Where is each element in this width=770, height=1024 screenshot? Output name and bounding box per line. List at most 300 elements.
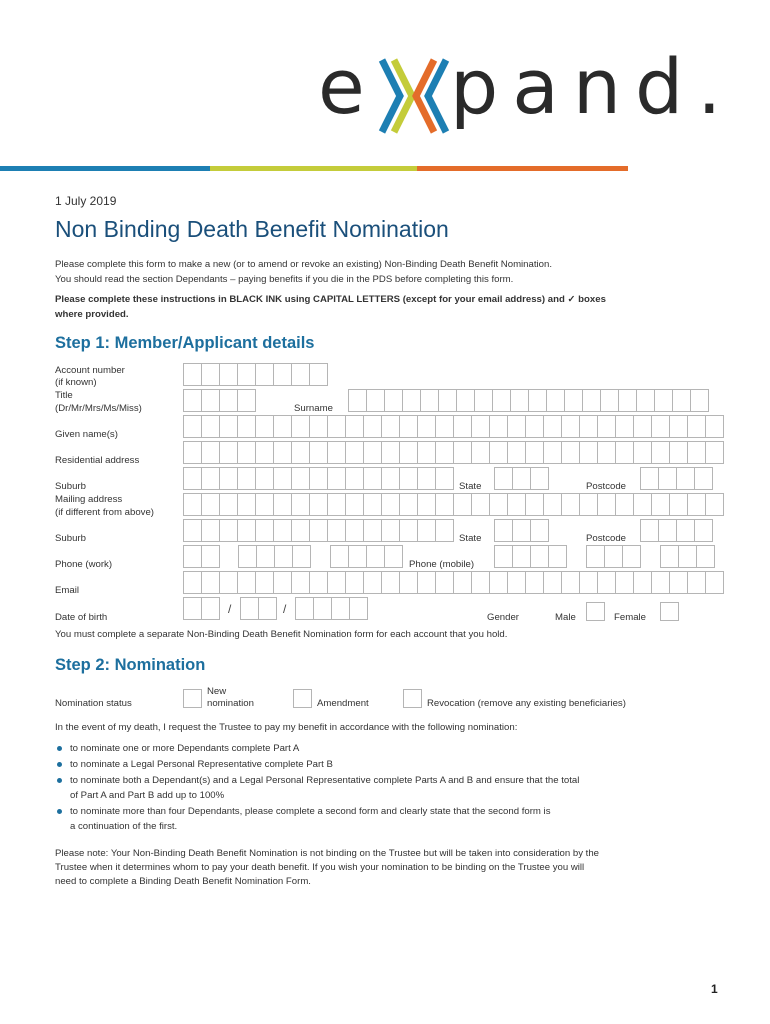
char-box[interactable] <box>548 545 567 568</box>
char-box[interactable] <box>399 415 417 438</box>
char-box[interactable] <box>474 389 492 412</box>
separate-form-note: You must complete a separate Non-Binding Death Benefit Nomination form for each account that you hold. <box>55 629 508 640</box>
list-item: to nominate more than four Dependants, please complete a second form and clearly state that the second form is a continuation of the first. <box>55 804 705 834</box>
char-box[interactable] <box>615 493 633 516</box>
title-input[interactable] <box>183 389 256 412</box>
char-box[interactable] <box>273 441 291 464</box>
revocation-label: Revocation (remove any existing beneficiaries) <box>427 698 626 709</box>
char-box[interactable] <box>435 415 453 438</box>
char-box[interactable] <box>597 415 615 438</box>
char-box[interactable] <box>579 571 597 594</box>
char-box[interactable] <box>183 389 201 412</box>
char-box[interactable] <box>510 389 528 412</box>
char-box[interactable] <box>345 441 363 464</box>
stripe-green <box>210 166 417 171</box>
char-box[interactable] <box>399 519 417 542</box>
char-box[interactable] <box>694 519 713 542</box>
char-box[interactable] <box>640 467 658 490</box>
char-box[interactable] <box>291 571 309 594</box>
char-box[interactable] <box>525 571 543 594</box>
char-box[interactable] <box>219 363 237 386</box>
char-box[interactable] <box>528 389 546 412</box>
char-box[interactable] <box>237 519 255 542</box>
char-box[interactable] <box>219 441 237 464</box>
char-box[interactable] <box>291 467 309 490</box>
char-box[interactable] <box>201 467 219 490</box>
char-box[interactable] <box>258 597 277 620</box>
char-box[interactable] <box>183 571 201 594</box>
char-box[interactable] <box>183 493 201 516</box>
char-box[interactable] <box>309 363 328 386</box>
char-box[interactable] <box>494 545 512 568</box>
char-box[interactable] <box>273 519 291 542</box>
char-box[interactable] <box>420 389 438 412</box>
char-box[interactable] <box>366 545 384 568</box>
char-box[interactable] <box>525 441 543 464</box>
char-box[interactable] <box>669 415 687 438</box>
mailing-postcode-input[interactable] <box>640 519 713 542</box>
char-box[interactable] <box>530 519 549 542</box>
char-box[interactable] <box>273 493 291 516</box>
char-box[interactable] <box>651 415 669 438</box>
char-box[interactable] <box>201 441 219 464</box>
account-number-label: Account number <box>55 365 125 376</box>
char-box[interactable] <box>327 519 345 542</box>
gender-label: Gender <box>487 612 519 623</box>
char-box[interactable] <box>690 389 709 412</box>
char-box[interactable] <box>183 545 201 568</box>
char-box[interactable] <box>183 441 201 464</box>
char-box[interactable] <box>381 571 399 594</box>
char-box[interactable] <box>330 545 348 568</box>
phone-mobile-input-2[interactable] <box>586 545 641 568</box>
please-note-line-2: Trustee when it determines whom to pay your death benefit. If you wish your nomination to be binding on the Trustee you will <box>55 862 585 873</box>
char-box[interactable] <box>327 467 345 490</box>
char-box[interactable] <box>494 519 512 542</box>
char-box[interactable] <box>331 597 349 620</box>
mailing-address-input[interactable] <box>183 493 724 516</box>
char-box[interactable] <box>381 467 399 490</box>
char-box[interactable] <box>530 545 548 568</box>
char-box[interactable] <box>676 519 694 542</box>
char-box[interactable] <box>345 467 363 490</box>
char-box[interactable] <box>494 467 512 490</box>
phone-mobile-input-1[interactable] <box>494 545 567 568</box>
char-box[interactable] <box>654 389 672 412</box>
char-box[interactable] <box>363 441 381 464</box>
char-box[interactable] <box>435 441 453 464</box>
char-box[interactable] <box>237 467 255 490</box>
char-box[interactable] <box>201 389 219 412</box>
logo-letter-e: e <box>318 42 379 131</box>
char-box[interactable] <box>633 493 651 516</box>
char-box[interactable] <box>183 467 201 490</box>
char-box[interactable] <box>201 363 219 386</box>
char-box[interactable] <box>561 441 579 464</box>
phone-work-number2-input[interactable] <box>330 545 403 568</box>
char-box[interactable] <box>561 493 579 516</box>
char-box[interactable] <box>327 493 345 516</box>
char-box[interactable] <box>255 363 273 386</box>
instruction-line-1: Please complete these instructions in BLACK INK using CAPITAL LETTERS (except for your email address) and ✓ boxes <box>55 294 606 305</box>
char-box[interactable] <box>384 545 403 568</box>
char-box[interactable] <box>295 597 313 620</box>
char-box[interactable] <box>201 571 219 594</box>
char-box[interactable] <box>705 493 724 516</box>
char-box[interactable] <box>291 519 309 542</box>
surname-label: Surname <box>294 403 333 414</box>
logo-wordmark: pand. <box>450 42 736 131</box>
account-number-sublabel: (if known) <box>55 377 97 388</box>
mailing-suburb-label: Suburb <box>55 533 86 544</box>
postcode-input[interactable] <box>640 467 713 490</box>
char-box[interactable] <box>402 389 420 412</box>
char-box[interactable] <box>237 571 255 594</box>
char-box[interactable] <box>237 389 256 412</box>
char-box[interactable] <box>381 441 399 464</box>
new-nomination-sublabel: nomination <box>207 698 254 709</box>
nomination-options-list <box>55 741 705 835</box>
female-label: Female <box>614 612 646 623</box>
page-title: Non Binding Death Benefit Nomination <box>55 216 449 242</box>
char-box[interactable] <box>273 363 291 386</box>
char-box[interactable] <box>219 571 237 594</box>
phone-work-number-input[interactable] <box>238 545 311 568</box>
char-box[interactable] <box>676 467 694 490</box>
char-box[interactable] <box>435 571 453 594</box>
mailing-address-sublabel: (if different from above) <box>55 507 155 518</box>
char-box[interactable] <box>256 545 274 568</box>
revocation-checkbox[interactable] <box>403 689 422 708</box>
dob-label: Date of birth <box>55 612 108 623</box>
char-box[interactable] <box>201 597 220 620</box>
nomination-status-label: Nomination status <box>55 698 132 709</box>
char-box[interactable] <box>255 415 273 438</box>
char-box[interactable] <box>273 571 291 594</box>
char-box[interactable] <box>600 389 618 412</box>
state-input[interactable] <box>494 467 549 490</box>
char-box[interactable] <box>471 493 489 516</box>
suburb-input[interactable] <box>183 467 454 490</box>
char-box[interactable] <box>274 545 292 568</box>
char-box[interactable] <box>255 441 273 464</box>
char-box[interactable] <box>363 493 381 516</box>
mailing-state-input[interactable] <box>494 519 549 542</box>
char-box[interactable] <box>543 415 561 438</box>
surname-input[interactable] <box>348 389 709 412</box>
char-box[interactable] <box>384 389 402 412</box>
char-box[interactable] <box>705 415 724 438</box>
phone-work-label: Phone (work) <box>55 559 113 570</box>
char-box[interactable] <box>512 545 530 568</box>
state-label: State <box>459 481 482 492</box>
char-box[interactable] <box>633 441 651 464</box>
char-box[interactable] <box>435 493 453 516</box>
stripe-orange <box>417 166 628 171</box>
char-box[interactable] <box>615 571 633 594</box>
char-box[interactable] <box>381 519 399 542</box>
mailing-state-label: State <box>459 533 482 544</box>
char-box[interactable] <box>255 467 273 490</box>
char-box[interactable] <box>201 545 220 568</box>
char-box[interactable] <box>399 467 417 490</box>
char-box[interactable] <box>507 493 525 516</box>
please-note-line-3: need to complete a Binding Death Benefit Nomination Form. <box>55 876 311 887</box>
char-box[interactable] <box>489 493 507 516</box>
char-box[interactable] <box>399 441 417 464</box>
char-box[interactable] <box>705 571 724 594</box>
char-box[interactable] <box>672 389 690 412</box>
char-box[interactable] <box>363 519 381 542</box>
char-box[interactable] <box>471 415 489 438</box>
dob-slash-1: / <box>228 602 232 616</box>
char-box[interactable] <box>291 493 309 516</box>
char-box[interactable] <box>237 363 255 386</box>
char-box[interactable] <box>453 441 471 464</box>
char-box[interactable] <box>651 571 669 594</box>
intro-line-1: Please complete this form to make a new (or to amend or revoke an existing) Non-Binding Death Benefit Nomination. <box>55 259 552 270</box>
dob-month-input[interactable] <box>240 597 277 620</box>
char-box[interactable] <box>219 493 237 516</box>
char-box[interactable] <box>678 545 696 568</box>
char-box[interactable] <box>327 571 345 594</box>
char-box[interactable] <box>687 415 705 438</box>
char-box[interactable] <box>240 597 258 620</box>
char-box[interactable] <box>219 389 237 412</box>
char-box[interactable] <box>525 493 543 516</box>
char-box[interactable] <box>417 441 435 464</box>
char-box[interactable] <box>309 493 327 516</box>
title-sublabel: (Dr/Mr/Mrs/Ms/Miss) <box>55 403 142 414</box>
char-box[interactable] <box>669 493 687 516</box>
char-box[interactable] <box>237 493 255 516</box>
char-box[interactable] <box>633 415 651 438</box>
step1-heading: Step 1: Member/Applicant details <box>55 334 315 352</box>
char-box[interactable] <box>345 519 363 542</box>
char-box[interactable] <box>597 571 615 594</box>
char-box[interactable] <box>292 545 311 568</box>
mailing-address-label: Mailing address <box>55 494 123 505</box>
new-nomination-label: New <box>207 686 227 697</box>
form-date: 1 July 2019 <box>55 194 117 208</box>
char-box[interactable] <box>363 571 381 594</box>
email-label: Email <box>55 585 79 596</box>
male-checkbox[interactable] <box>586 602 605 621</box>
char-box[interactable] <box>399 571 417 594</box>
char-box[interactable] <box>201 493 219 516</box>
char-box[interactable] <box>471 571 489 594</box>
char-box[interactable] <box>237 415 255 438</box>
email-input[interactable] <box>183 571 724 594</box>
new-nomination-checkbox[interactable] <box>183 689 202 708</box>
char-box[interactable] <box>579 441 597 464</box>
char-box[interactable] <box>349 597 368 620</box>
char-box[interactable] <box>651 493 669 516</box>
char-box[interactable] <box>640 519 658 542</box>
char-box[interactable] <box>219 467 237 490</box>
char-box[interactable] <box>489 441 507 464</box>
residential-address-input[interactable] <box>183 441 724 464</box>
char-box[interactable] <box>435 467 454 490</box>
page-number: 1 <box>711 982 718 996</box>
char-box[interactable] <box>694 467 713 490</box>
char-box[interactable] <box>543 571 561 594</box>
char-box[interactable] <box>381 493 399 516</box>
char-box[interactable] <box>183 363 201 386</box>
char-box[interactable] <box>453 415 471 438</box>
char-box[interactable] <box>579 415 597 438</box>
char-box[interactable] <box>345 571 363 594</box>
char-box[interactable] <box>696 545 715 568</box>
dob-year-input[interactable] <box>295 597 368 620</box>
char-box[interactable] <box>417 415 435 438</box>
char-box[interactable] <box>183 597 201 620</box>
char-box[interactable] <box>561 415 579 438</box>
char-box[interactable] <box>507 571 525 594</box>
char-box[interactable] <box>507 441 525 464</box>
char-box[interactable] <box>363 467 381 490</box>
list-item: to nominate a Legal Personal Representative complete Part B <box>55 757 705 772</box>
char-box[interactable] <box>582 389 600 412</box>
char-box[interactable] <box>687 571 705 594</box>
char-box[interactable] <box>417 571 435 594</box>
char-box[interactable] <box>219 415 237 438</box>
char-box[interactable] <box>492 389 510 412</box>
char-box[interactable] <box>597 441 615 464</box>
char-box[interactable] <box>525 415 543 438</box>
char-box[interactable] <box>512 467 530 490</box>
char-box[interactable] <box>291 415 309 438</box>
char-box[interactable] <box>309 467 327 490</box>
char-box[interactable] <box>399 493 417 516</box>
char-box[interactable] <box>615 441 633 464</box>
char-box[interactable] <box>417 519 435 542</box>
char-box[interactable] <box>579 493 597 516</box>
char-box[interactable] <box>291 441 309 464</box>
list-item: to nominate one or more Dependants complete Part A <box>55 741 705 756</box>
phone-work-area-input[interactable] <box>183 545 220 568</box>
char-box[interactable] <box>636 389 654 412</box>
char-box[interactable] <box>615 415 633 438</box>
given-names-input[interactable] <box>183 415 724 438</box>
char-box[interactable] <box>471 441 489 464</box>
char-box[interactable] <box>489 415 507 438</box>
char-box[interactable] <box>618 389 636 412</box>
char-box[interactable] <box>345 415 363 438</box>
amendment-label: Amendment <box>317 698 369 709</box>
char-box[interactable] <box>561 571 579 594</box>
char-box[interactable] <box>309 441 327 464</box>
char-box[interactable] <box>273 467 291 490</box>
char-box[interactable] <box>597 493 615 516</box>
char-box[interactable] <box>381 415 399 438</box>
char-box[interactable] <box>327 441 345 464</box>
step2-heading: Step 2: Nomination <box>55 656 206 674</box>
char-box[interactable] <box>366 389 384 412</box>
mailing-postcode-label: Postcode <box>586 533 627 544</box>
char-box[interactable] <box>201 519 219 542</box>
char-box[interactable] <box>530 467 549 490</box>
char-box[interactable] <box>546 389 564 412</box>
char-box[interactable] <box>543 441 561 464</box>
char-box[interactable] <box>438 389 456 412</box>
char-box[interactable] <box>348 545 366 568</box>
char-box[interactable] <box>219 519 237 542</box>
char-box[interactable] <box>669 441 687 464</box>
char-box[interactable] <box>687 441 705 464</box>
dob-day-input[interactable] <box>183 597 220 620</box>
char-box[interactable] <box>489 571 507 594</box>
char-box[interactable] <box>417 493 435 516</box>
char-box[interactable] <box>238 545 256 568</box>
char-box[interactable] <box>651 441 669 464</box>
char-box[interactable] <box>255 519 273 542</box>
char-box[interactable] <box>633 571 651 594</box>
char-box[interactable] <box>255 571 273 594</box>
char-box[interactable] <box>687 493 705 516</box>
title-label: Title <box>55 390 73 401</box>
given-names-label: Given name(s) <box>55 429 118 440</box>
char-box[interactable] <box>363 415 381 438</box>
please-note-line-1: Please note: Your Non-Binding Death Benefit Nomination is not binding on the Trustee but will be taken into consideration by the <box>55 848 599 859</box>
mailing-suburb-input[interactable] <box>183 519 454 542</box>
char-box[interactable] <box>507 415 525 438</box>
char-box[interactable] <box>183 415 201 438</box>
char-box[interactable] <box>327 415 345 438</box>
dob-slash-2: / <box>283 602 287 616</box>
char-box[interactable] <box>453 571 471 594</box>
female-checkbox[interactable] <box>660 602 679 621</box>
phone-mobile-input-3[interactable] <box>660 545 715 568</box>
char-box[interactable] <box>417 467 435 490</box>
char-box[interactable] <box>564 389 582 412</box>
char-box[interactable] <box>622 545 641 568</box>
char-box[interactable] <box>309 571 327 594</box>
char-box[interactable] <box>453 493 471 516</box>
char-box[interactable] <box>183 519 201 542</box>
char-box[interactable] <box>435 519 454 542</box>
char-box[interactable] <box>658 519 676 542</box>
char-box[interactable] <box>309 519 327 542</box>
account-number-input[interactable] <box>183 363 328 386</box>
intro-line-2: You should read the section Dependants – paying benefits if you die in the PDS before completing this form. <box>55 274 514 285</box>
char-box[interactable] <box>660 545 678 568</box>
residential-address-label: Residential address <box>55 455 140 466</box>
char-box[interactable] <box>201 415 219 438</box>
char-box[interactable] <box>604 545 622 568</box>
char-box[interactable] <box>309 415 327 438</box>
instruction-line-2: where provided. <box>55 309 129 320</box>
char-box[interactable] <box>237 441 255 464</box>
char-box[interactable] <box>345 493 363 516</box>
char-box[interactable] <box>291 363 309 386</box>
char-box[interactable] <box>705 441 724 464</box>
char-box[interactable] <box>273 415 291 438</box>
suburb-label: Suburb <box>55 481 86 492</box>
char-box[interactable] <box>255 493 273 516</box>
char-box[interactable] <box>456 389 474 412</box>
char-box[interactable] <box>586 545 604 568</box>
char-box[interactable] <box>543 493 561 516</box>
char-box[interactable] <box>669 571 687 594</box>
char-box[interactable] <box>512 519 530 542</box>
phone-mobile-label: Phone (mobile) <box>409 559 475 570</box>
char-box[interactable] <box>313 597 331 620</box>
char-box[interactable] <box>348 389 366 412</box>
amendment-checkbox[interactable] <box>293 689 312 708</box>
nomination-request-text: In the event of my death, I request the Trustee to pay my benefit in accordance with the following nomination: <box>55 722 518 733</box>
char-box[interactable] <box>658 467 676 490</box>
